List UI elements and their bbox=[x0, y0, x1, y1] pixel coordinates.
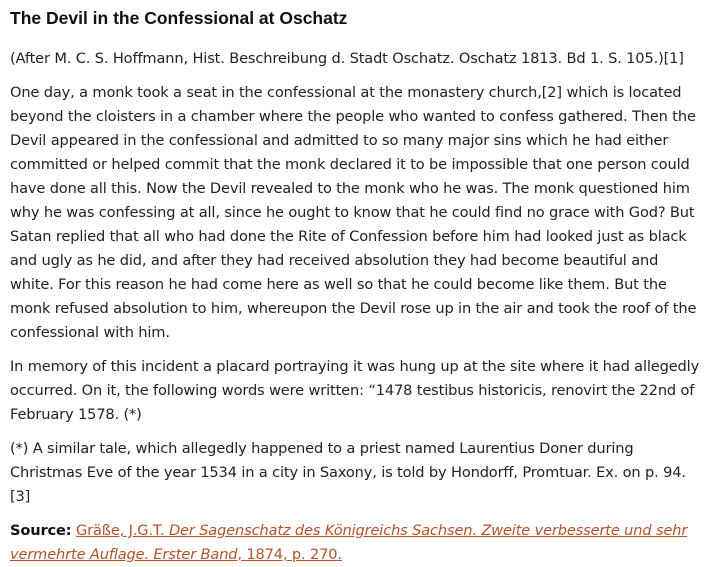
reference-note: (After M. C. S. Hoffmann, Hist. Beschreibung d. Stadt Oschatz. Oschatz 1813. Bd 1. S. 105.)[1] bbox=[10, 50, 684, 67]
story-paragraph-1: One day, a monk took a seat in the confessional at the monastery church,[2] which is located beyond the cloisters in a chamber where the people who wanted to confess gathered. Then the Devil appeared in the confessional and admitted to so many major sins which he had either committed or helped commit that the monk declared it to be impossible that one person could have done all this. Now the Devil revealed to the monk who he was. The monk questioned him why he was confessing at all, since he ought to know that he could find no grace with God? But Satan replied that all who had done the Rite of Confession before him had looked just as black and ugly as he did, and after they had received absolution they had become beautiful and white. For this reason he had come here as well so that he could become like them. But the monk refused absolution to him, whereupon the Devil rose up in the air and took the roof of the confessional with him. bbox=[10, 84, 697, 341]
source-line bbox=[10, 519, 700, 567]
source-link[interactable] bbox=[10, 522, 687, 563]
footnote-paragraph: (*) A similar tale, which allegedly happened to a priest named Laurentius Doner during Christmas Eve of the year 1534 in a city in Saxony, is told by Hondorff, Promtuar. Ex. on p. 94.[3] bbox=[10, 440, 686, 505]
source-work: Der Sagenschatz des Königreichs Sachsen. Zweite verbesserte und sehr vermehrte Auflage. Erster Band bbox=[10, 522, 688, 563]
story-paragraph-2: In memory of this incident a placard portraying it was hung up at the site where it had allegedly occurred. On it, the following words were written: “1478 testibus historicis, renovirt the 22nd of February 1578. (*) bbox=[10, 358, 700, 423]
source-author: Gräße, J.G.T. bbox=[75, 522, 165, 539]
source-label: Source: bbox=[10, 522, 72, 539]
page-title: The Devil in the Confessional at Oschatz bbox=[10, 8, 348, 28]
source-details: , 1874, p. 270. bbox=[237, 546, 342, 563]
